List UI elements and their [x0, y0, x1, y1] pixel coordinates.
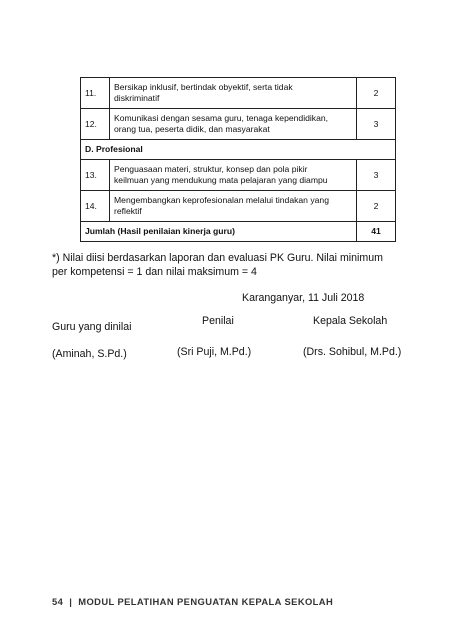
row-description-line2: diskriminatif: [114, 93, 160, 103]
guru-name: (Aminah, S.Pd.): [52, 348, 127, 360]
row-description-line2: reflektif: [114, 206, 142, 216]
footnote-line1: *) Nilai diisi berdasarkan laporan dan evaluasi PK Guru. Nilai minimum: [52, 252, 383, 264]
section-heading: D. Profesional: [81, 140, 396, 160]
table-row: [81, 191, 396, 222]
total-row: [81, 222, 396, 242]
row-description-line2: keilmuan yang mendukung mata pelajaran yang diampu: [114, 175, 328, 185]
page-number: 54: [52, 596, 64, 607]
row-description: [110, 191, 357, 222]
row-score: 3: [357, 109, 396, 140]
penilai-name: (Sri Puji, M.Pd.): [177, 346, 252, 358]
row-description-line2: orang tua, peserta didik, dan masyarakat: [114, 124, 270, 134]
row-number: 11.: [81, 78, 110, 109]
table-row: [81, 160, 396, 191]
footer-title: MODUL PELATIHAN PENGUATAN KEPALA SEKOLAH: [78, 596, 334, 607]
row-score: 3: [357, 160, 396, 191]
row-description-line1: Komunikasi dengan sesama guru, tenaga kependidikan,: [114, 113, 329, 123]
row-score: 2: [357, 191, 396, 222]
row-description-line1: Bersikap inklusif, bertindak obyektif, serta tidak: [114, 82, 293, 92]
page-footer: [52, 596, 333, 607]
section-row: [81, 140, 396, 160]
guru-role: Guru yang dinilai: [52, 321, 132, 333]
row-description: [110, 160, 357, 191]
row-number: 12.: [81, 109, 110, 140]
kepala-role: Kepala Sekolah: [313, 315, 388, 327]
row-description: [110, 109, 357, 140]
kepala-name: (Drs. Sohibul, M.Pd.): [303, 346, 402, 358]
table-row: [81, 109, 396, 140]
row-description: [110, 78, 357, 109]
footer-separator: |: [69, 596, 73, 607]
row-number: 13.: [81, 160, 110, 191]
place-date: Karanganyar, 11 Juli 2018: [242, 292, 365, 304]
assessment-table: [80, 77, 396, 242]
penilai-role: Penilai: [202, 315, 234, 327]
table-row: [81, 78, 396, 109]
footnote: [52, 252, 392, 279]
row-score: 2: [357, 78, 396, 109]
row-description-line1: Penguasaan materi, struktur, konsep dan pola pikir: [114, 164, 308, 174]
row-description-line1: Mengembangkan keprofesionalan melalui tindakan yang: [114, 195, 329, 205]
row-number: 14.: [81, 191, 110, 222]
total-value: 41: [357, 222, 396, 242]
total-label: Jumlah (Hasil penilaian kinerja guru): [81, 222, 357, 242]
footnote-line2: per kompetensi = 1 dan nilai maksimum = 4: [52, 265, 257, 278]
